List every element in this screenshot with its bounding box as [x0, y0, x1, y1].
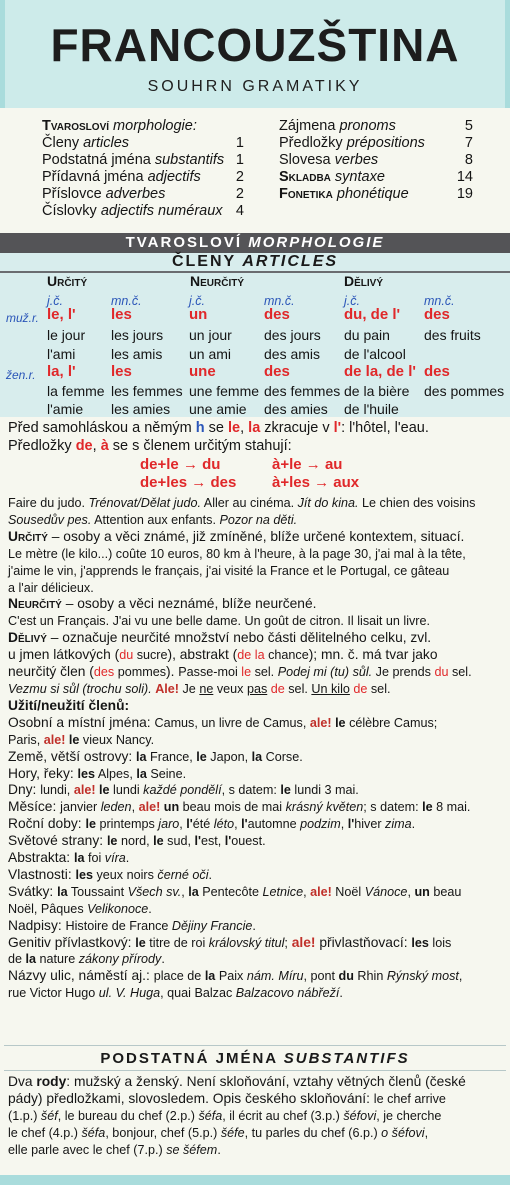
table-of-contents [0, 118, 510, 230]
usage-line: Osobní a místní jména: Camus, un livre de Camus, ale! le célèbre Camus; [8, 714, 438, 730]
example: de l'alcool [344, 346, 406, 362]
gender-label-feminine: žen.r. [6, 368, 36, 382]
example-line: j'aime le vin, j'apprends le français, j'ai visité la France et le Portugal, ce gâteau [8, 563, 450, 578]
usage-line: Dny: lundi, ale! le lundi každé pondělí, s datem: le lundi 3 mai. [8, 782, 359, 798]
usage-heading: Užití/neužití členů: [8, 697, 130, 713]
number-label: mn.č. [424, 294, 455, 308]
number-label: j.č. [47, 294, 63, 308]
example: du pain [344, 327, 390, 343]
footer-band [0, 1175, 510, 1185]
example: des fruits [424, 327, 481, 343]
article: un [189, 306, 208, 323]
toc-item[interactable]: Číslovky adjectifs numéraux 4 [42, 203, 244, 219]
example: le jour [47, 327, 86, 343]
article: des [264, 363, 290, 380]
example: l'ami [47, 346, 76, 362]
article: du, de l' [344, 306, 401, 323]
article: les [111, 306, 132, 323]
example-line: C'est un Français. J'ai vu une belle dame. Un goût de citron. Il lisait un livre. [8, 614, 431, 629]
example: des pommes [424, 383, 505, 399]
contraction-rule: Předložky de, à se s členem určitým stahují: [8, 438, 292, 454]
example: de la bière [344, 383, 410, 399]
toc-item[interactable]: Příslovce adverbes 2 [42, 186, 244, 202]
article: le, l' [47, 306, 76, 323]
toc-item[interactable]: Podstatná jména substantifs 1 [42, 152, 244, 168]
toc-item[interactable]: Zájmena pronoms 5 [279, 118, 473, 134]
article: la, l' [47, 363, 76, 380]
usage-line: Světové strany: le nord, le sud, l'est, l'ouest. [8, 833, 266, 849]
col-group-indefinite: Neurčitý [190, 273, 245, 289]
example: un jour [189, 327, 232, 343]
toc-left-column [42, 118, 252, 220]
example: les femmes [111, 383, 183, 399]
header [0, 0, 510, 108]
example: les amis [111, 346, 163, 362]
partitive-definition: Dělivý – označuje neurčité množství nebo části dělitelného celku, zvl. [8, 630, 432, 646]
gender-label-masculine: muž.r. [6, 311, 39, 325]
contraction-formula: à+les → aux [272, 474, 360, 491]
example: des amies [264, 401, 328, 417]
example-line: Le mètre (le kilo...) coûte 10 euros, 80 km à l'heure, à la page 30, j'ai mal à la tête, [8, 546, 466, 561]
toc-item[interactable]: Předložky prépositions 7 [279, 135, 473, 151]
substantives-text [8, 1074, 506, 1159]
partitive-definition: u jmen látkových (du sucre), abstrakt (de la chance); mn. č. má tvar jako [8, 647, 438, 663]
page-subtitle: SOUHRN GRAMATIKY [147, 78, 363, 95]
usage-line: de la nature zákony přírody. [8, 952, 165, 967]
col-group-definite: Určitý [47, 273, 88, 289]
toc-item[interactable]: Slovesa verbes 8 [279, 152, 473, 168]
toc-right-column [279, 118, 479, 203]
example-line: Vezmu si sůl (trochu soli). Ale! Je ne veux pas de sel. Un kilo de sel. [8, 681, 391, 696]
contraction-formula: de+les → des [140, 474, 237, 491]
example: une amie [189, 401, 247, 417]
usage-line: Paris, ale! le vieux Nancy. [8, 732, 155, 747]
text-line: (1.p.) šéf, le bureau du chef (2.p.) šéfa, il écrit au chef (3.p.) šéfovi, je cherche [8, 1108, 442, 1123]
text-line: elle parle avec le chef (7.p.) se šéfem. [8, 1142, 221, 1157]
indefinite-definition: Neurčitý – osoby a věci neznámé, blíže neurčené. [8, 596, 317, 612]
contraction-formula: de+le → du [140, 456, 221, 473]
toc-item[interactable]: Fonetika phonétique 19 [279, 186, 473, 202]
example: de l'huile [344, 401, 399, 417]
example: un ami [189, 346, 232, 362]
divider [4, 1070, 506, 1071]
example: des femmes [264, 383, 341, 399]
toc-heading: Tvarosloví morphologie: [42, 118, 197, 134]
partitive-definition: neurčitý člen (des pommes). Passe-moi le sel. Podej mi (tu) sůl. Je prends du sel. [8, 664, 472, 680]
example: l'amie [47, 401, 84, 417]
article: une [189, 363, 216, 380]
example: des jours [264, 327, 321, 343]
usage-line: Roční doby: le printemps jaro, l'été léto, l'automne podzim, l'hiver zima. [8, 816, 416, 832]
example: les amies [111, 401, 171, 417]
articles-heading: ČLENY ARTICLES [171, 253, 339, 270]
number-label: mn.č. [111, 294, 142, 308]
substantives-heading: PODSTATNÁ JMÉNA SUBSTANTIFS [100, 1050, 410, 1067]
page-title: FRANCOUZŠTINA [50, 19, 460, 71]
usage-text [8, 495, 506, 1002]
text-line: pády) předložkami, slovosledem. Opis českého skloňování: le chef arrive [8, 1090, 446, 1106]
usage-line: Noël, Pâques Velikonoce. [8, 901, 152, 916]
usage-line: Nadpisy: Histoire de France Dějiny Francie. [8, 917, 256, 933]
toc-item[interactable]: Skladba syntaxe 14 [279, 169, 473, 185]
example-line: Faire du judo. Trénovat/Dělat judo. Aller au cinéma. Jít do kina. Le chien des voisins [8, 496, 476, 510]
article: des [424, 306, 450, 323]
number-label: mn.č. [264, 294, 295, 308]
example: la femme [47, 383, 105, 399]
col-group-partitive: Dělivý [344, 273, 384, 289]
example: les jours [111, 327, 164, 343]
toc-item[interactable]: Členy articles 1 [42, 135, 244, 151]
section-bar-morphology: TVAROSLOVÍ MORPHOLOGIE [0, 233, 510, 253]
article: des [424, 363, 450, 380]
usage-line: Hory, řeky: les Alpes, la Seine. [8, 765, 187, 781]
example: des amis [264, 346, 321, 362]
usage-line: Vlastnosti: les yeux noirs černé oči. [8, 866, 213, 882]
usage-line: Abstrakta: la foi víra. [8, 850, 130, 866]
usage-line: Názvy ulic, náměstí aj.: place de la Paix nám. Míru, pont du Rhin Rýnský most, [8, 968, 463, 984]
number-label: j.č. [189, 294, 205, 308]
elision-rule: Před samohláskou a němým h se le, la zkracuje v l': l'hôtel, l'eau. [8, 420, 429, 436]
example-line: a l'air délicieux. [8, 580, 94, 595]
usage-line: rue Victor Hugo ul. V. Huga, quai Balzac Balzacovo nábřeží. [8, 986, 343, 1001]
article: de la, de l' [344, 363, 416, 380]
divider [4, 1045, 506, 1046]
text-line: le chef (4.p.) šéfa, bonjour, chef (5.p.) šéfe, tu parles du chef (6.p.) o šéfovi, [8, 1125, 429, 1140]
example-line: Sousedův pes. Attention aux enfants. Pozor na děti. [8, 512, 298, 527]
number-label: j.č. [344, 294, 360, 308]
contraction-formula: à+le → au [272, 456, 343, 473]
usage-line: Genitiv přívlastkový: le titre de roi královský titul; ale! přivlastňovací: les lois [8, 934, 452, 950]
article: des [264, 306, 290, 323]
article: les [111, 363, 132, 380]
text-line: Dva rody: mužský a ženský. Není skloňování, vztahy větných členů (české [8, 1074, 466, 1089]
usage-line: Země, větší ostrovy: la France, le Japon, la Corse. [8, 748, 303, 764]
usage-line: Svátky: la Toussaint Všech sv., la Pentecôte Letnice, ale! Noël Vánoce, un beau [8, 883, 462, 899]
toc-item[interactable]: Přídavná jména adjectifs 2 [42, 169, 244, 185]
usage-line: Měsíce: janvier leden, ale! un beau mois de mai krásný květen; s datem: le 8 mai. [8, 799, 471, 815]
example: une femme [189, 383, 260, 399]
definite-definition: Určitý – osoby a věci známé, již zmíněné, blíže určené kontextem, situací. [8, 528, 465, 544]
